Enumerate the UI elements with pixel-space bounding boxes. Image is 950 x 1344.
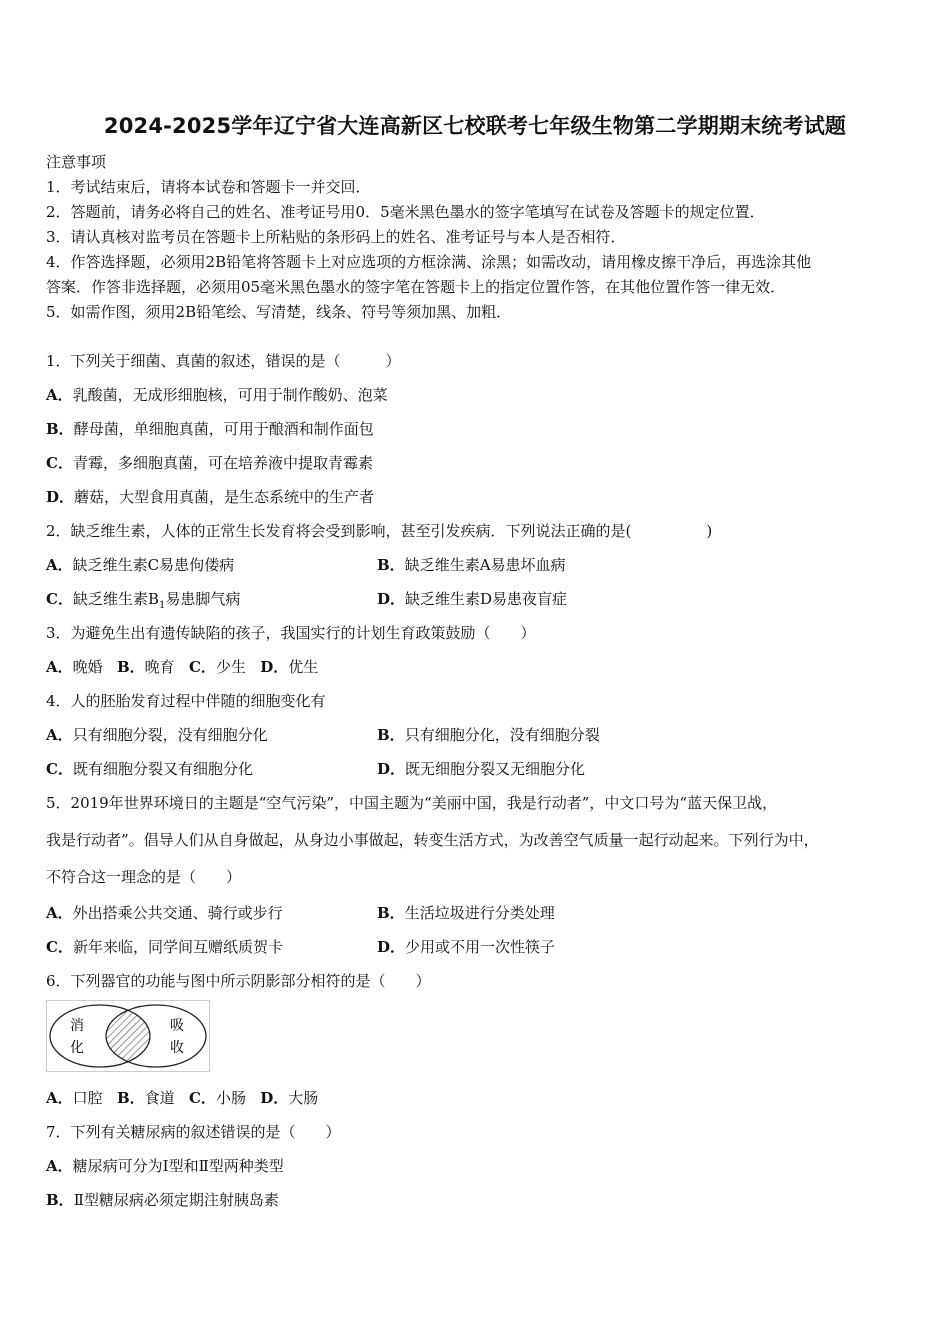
option-label: C． (46, 938, 73, 956)
option-label: B． (46, 1191, 74, 1209)
option-label: B． (377, 556, 405, 574)
option-label: A． (46, 658, 73, 676)
option-text: 晚育 (144, 658, 175, 676)
option-text: 少生 (215, 658, 246, 676)
option-text: 口腔 (72, 1089, 103, 1107)
option-label: B． (377, 726, 405, 744)
question-2-option-a (46, 554, 234, 575)
option-text: 酵母菌，单细胞真菌，可用于酿酒和制作面包 (73, 420, 374, 438)
venn-label: 化 (70, 1040, 84, 1056)
question-4-option-d (377, 758, 585, 779)
option-text: 乳酸菌，无成形细胞核，可用于制作酸奶、泡菜 (72, 386, 388, 404)
option-text: 易患脚气病 (165, 590, 241, 608)
option-label: C． (188, 1089, 216, 1107)
venn-label: 消 (70, 1018, 84, 1034)
option-text: 只有细胞分化，没有细胞分裂 (404, 726, 600, 744)
option-text: 外出搭乘公共交通、骑行或步行 (72, 904, 283, 922)
notice-heading: 注意事项 (46, 153, 107, 171)
question-1-option-b (46, 418, 374, 439)
question-2-stem: 2．缺乏维生素，人体的正常生长发育将会受到影响，甚至引发疾病．下列说法正确的是( ) (46, 522, 713, 540)
option-text: 缺乏维生素B (72, 590, 159, 608)
question-7-stem: 7．下列有关糖尿病的叙述错误的是（ ） (46, 1123, 341, 1141)
question-1-stem: 1．下列关于细菌、真菌的叙述，错误的是（ ） (46, 352, 401, 370)
question-4-option-c (46, 758, 253, 779)
option-label: D． (377, 938, 406, 956)
question-2-option-b (377, 554, 566, 575)
question-5-option-a (46, 902, 283, 923)
option-label: B． (116, 658, 145, 676)
option-label: D． (46, 488, 75, 506)
question-4-stem: 4．人的胚胎发育过程中伴随的细胞变化有 (46, 692, 326, 710)
question-6-options (46, 1087, 318, 1108)
option-label: C． (46, 590, 73, 608)
venn-label: 收 (170, 1040, 184, 1056)
question-1-option-c (46, 452, 373, 473)
question-2-option-d (377, 588, 567, 609)
question-5-stem-line-2: 我是行动者”。倡导人们从自身做起，从身边小事做起，转变生活方式，为改善空气质量一起行动起来。下列行为中， (46, 831, 819, 849)
question-5-stem-line-3: 不符合这一理念的是（ ） (46, 868, 242, 886)
option-label: B． (46, 420, 74, 438)
option-label: D． (260, 1089, 289, 1107)
option-text: 优生 (288, 658, 319, 676)
option-text: 既有细胞分裂又有细胞分化 (72, 760, 253, 778)
venn-diagram (46, 1000, 210, 1072)
option-text: 缺乏维生素A易患坏血病 (404, 556, 566, 574)
option-text: 蘑菇，大型食用真菌，是生态系统中的生产者 (74, 488, 375, 506)
option-text: 青霉，多细胞真菌，可在培养液中提取青霉素 (72, 454, 373, 472)
question-5-option-b (377, 902, 555, 923)
page-title: 2024-2025学年辽宁省大连高新区七校联考七年级生物第二学期期末统考试题 (103, 114, 847, 138)
option-text: 大肠 (288, 1089, 319, 1107)
question-1-option-d (46, 486, 374, 507)
option-label: D． (377, 760, 406, 778)
option-label: C． (46, 760, 73, 778)
question-4-option-b (377, 724, 600, 745)
option-text: 少用或不用一次性筷子 (405, 938, 556, 956)
option-text: 糖尿病可分为Ⅰ型和Ⅱ型两种类型 (72, 1157, 284, 1175)
question-3-options (46, 656, 318, 677)
notice-item: 1．考试结束后，请将本试卷和答题卡一并交回． (46, 178, 371, 196)
option-subscript: 1 (158, 600, 166, 611)
notice-item: 5．如需作图，须用2B铅笔绘、写清楚，线条、符号等须加黑、加粗． (46, 303, 512, 321)
option-label: B． (377, 904, 405, 922)
option-label: A． (46, 386, 73, 404)
option-label: A． (46, 904, 73, 922)
option-label: B． (116, 1089, 145, 1107)
notice-section (46, 150, 906, 325)
option-text: 小肠 (215, 1089, 246, 1107)
option-text: Ⅱ型糖尿病必须定期注射胰岛素 (73, 1191, 279, 1209)
notice-item: 答案．作答非选择题，必须用05毫米黑色墨水的签字笔在答题卡上的指定位置作答，在其他位置作答一律无效． (46, 278, 786, 296)
question-2-option-c (46, 588, 240, 611)
option-label: D． (260, 658, 289, 676)
notice-item: 3．请认真核对监考员在答题卡上所粘贴的条形码上的姓名、准考证号与本人是否相符． (46, 228, 626, 246)
option-label: C． (46, 454, 73, 472)
question-3-stem: 3．为避免生出有遗传缺陷的孩子，我国实行的计划生育政策鼓励（ ） (46, 624, 536, 642)
option-label: A． (46, 556, 73, 574)
question-7-option-a (46, 1155, 284, 1176)
option-text: 缺乏维生素C易患佝偻病 (72, 556, 235, 574)
option-label: A． (46, 1089, 73, 1107)
option-text: 既无细胞分裂又无细胞分化 (405, 760, 586, 778)
option-text: 新年来临，同学间互赠纸质贺卡 (72, 938, 283, 956)
question-5-stem-line-1: 5．2019年世界环境日的主题是“空气污染”，中国主题为“美丽中国，我是行动者”，中文口号为“蓝天保卫战， (46, 794, 778, 812)
option-text: 生活垃圾进行分类处理 (404, 904, 555, 922)
option-label: D． (377, 590, 406, 608)
question-5-option-d (377, 936, 555, 957)
option-text: 只有细胞分裂，没有细胞分化 (72, 726, 268, 744)
option-text: 食道 (144, 1089, 175, 1107)
option-label: C． (188, 658, 216, 676)
option-text: 晚婚 (72, 658, 103, 676)
option-label: A． (46, 726, 73, 744)
question-5-option-c (46, 936, 283, 957)
question-6-stem: 6．下列器官的功能与图中所示阴影部分相符的是（ ） (46, 972, 431, 990)
venn-label: 吸 (170, 1018, 184, 1034)
question-4-option-a (46, 724, 268, 745)
option-text: 缺乏维生素D易患夜盲症 (405, 590, 568, 608)
question-7-option-b (46, 1189, 279, 1210)
notice-item: 4．作答选择题，必须用2B铅笔将答题卡上对应选项的方框涂满、涂黑；如需改动，请用橡皮擦干净后，再选涂其他 (46, 253, 812, 271)
option-label: A． (46, 1157, 73, 1175)
question-1-option-a (46, 384, 388, 405)
notice-item: 2．答题前，请务必将自己的姓名、准考证号用0．5毫米黑色墨水的签字笔填写在试卷及答题卡的规定位置． (46, 203, 765, 221)
